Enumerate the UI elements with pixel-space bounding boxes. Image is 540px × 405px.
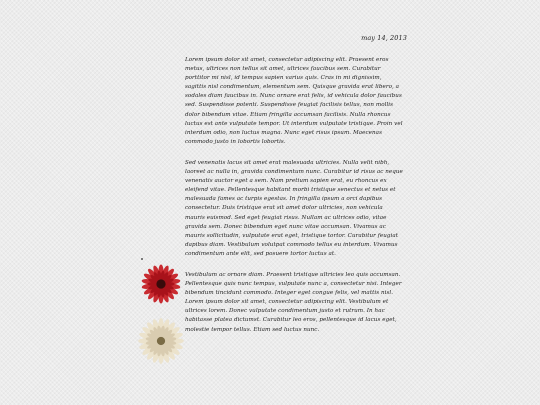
paragraph-1: Lorem ipsum dolor sit amet, consectetur adipiscing elit. Praesent eros metus, ultrices non tellus sit amet, ultrices faucibus sem. Curabitur porttitor mi nisl, id tempus sapien varius quis. Cras in mi dignissim, sagittis nisl condimentum, elementum sem. Quisque gravida erat libero, a sodales diam faucibus in. Nunc ornare erat felis, id vehicula dolor faucibus sed. Suspendisse potenti. Suspendisse feugiat facilisis tellus, non mollis dolor bibendum vitae. Etiam fringilla accumsan facilisis. Nulla rhoncus luctus est ante vulputate tempor. Ut interdum vulputate tristique. Proin vel interdum odio, non luctus magna. Nunc eget risus ipsum. Maecenas commodo justo in lobortis lobortis.: [185, 57, 403, 145]
red-flower-center: [156, 279, 165, 288]
paragraph-3: Vestibulum ac ornare diam. Praesent tristique ultricies leo quis accumsan. Pellentesque quis nunc tempus, vulputate nunc a, consectetur nisi. Integer bibendum tincidunt commodo. Integer eget congue felis, vel mattis nisl. Lorem ipsum dolor sit amet, consectetur adipiscing elit. Vestibulum et ultrices lorem. Donec vulputate condimentum justo et rutrum. In hac habitasse platea dictumst. Curabitur leo eros, pellentesque id lacus eget, molestie tempor tellus. Etiam sed luctus nunc.: [185, 271, 402, 333]
letter-date: may 14, 2013: [361, 34, 407, 42]
white-flower-center: [157, 337, 165, 345]
red-flower-icon: [140, 263, 182, 305]
white-flower-icon: [138, 318, 184, 364]
paragraph-2: Sed venenatis lacus sit amet erat malesuada ultricies. Nulla velit nibh, laoreet ac nulla in, gravida condimentum nunc. Curabitur id risus ac neque venenatis auctor eget a sem. Nam pretium sapien erat, eu rhoncus ex eleifend vitae. Pellentesque habitant morbi tristique senectus et netus et malesuada fames ac turpis egestas. In fringilla ipsum a orci dapibus consectetur. Duis tristique erat sit amet dolor ultricies, non vehicula mauris euismod. Sed eget feugiat risus. Nullam ac ultrices odio, vitae gravida sem. Donec bibendum eget nunc vitae accumsan. Vivamus ac mauris sollicitudin, vulputate erat eget, tristique tortor. Curabitur feugiat dapibus diam. Vestibulum volutpat commodo tellus eu interdum. Vivamus condimentum ante elit, sed posuere tortor luctus at.: [185, 159, 403, 257]
letter-body: [185, 56, 403, 335]
ink-fleck: [141, 258, 143, 260]
